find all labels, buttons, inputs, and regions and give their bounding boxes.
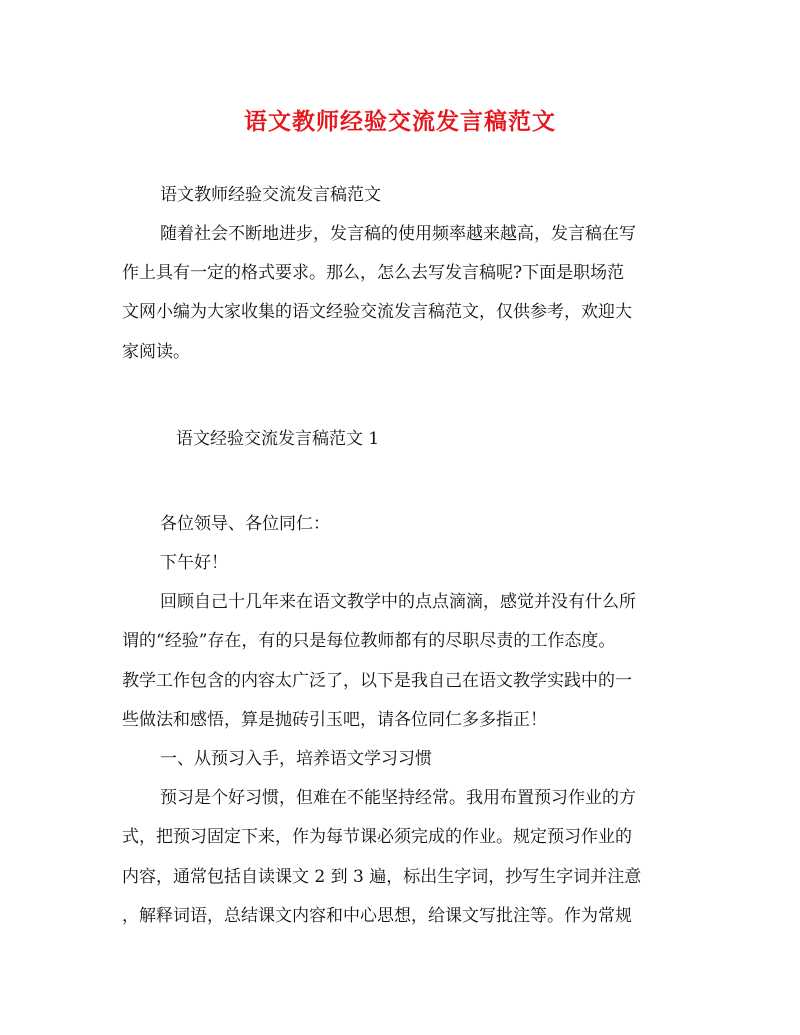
- body-line-6: 式，把预习固定下来，作为每节课必须完成的作业。规定预习作业的: [122, 827, 632, 847]
- intro-line-3: 文网小编为大家收集的语文经验交流发言稿范文，仅供参考，欢迎大: [122, 302, 632, 322]
- intro-line-4: 家阅读。: [122, 342, 190, 362]
- body-line-2: 谓的“经验”存在，有的只是每位教师都有的尽职尽责的工作态度。: [122, 631, 616, 651]
- intro-line-2: 作上具有一定的格式要求。那么，怎么去写发言稿呢?下面是职场范: [122, 263, 625, 283]
- body-line-4: 些做法和感悟，算是抛砖引玉吧，请各位同仁多多指正！: [122, 710, 547, 730]
- body-line-1: 回顾自己十几年来在语文教学中的点点滴滴，感觉并没有什么所: [160, 592, 636, 612]
- body-line-3: 教学工作包含的内容太广泛了，以下是我自己在语文教学实践中的一: [122, 671, 632, 691]
- greeting: 下午好！: [160, 553, 228, 573]
- intro-line-1: 随着社会不断地进步，发言稿的使用频率越来越高，发言稿在写: [160, 224, 636, 244]
- document-title: 语文教师经验交流发言稿范文: [244, 108, 556, 135]
- subheading-1: 一、从预习入手，培养语文学习习惯: [160, 749, 432, 769]
- paragraph-heading: 语文教师经验交流发言稿范文: [160, 185, 381, 205]
- salutation: 各位领导、各位同仁：: [160, 514, 330, 534]
- section-heading: 语文经验交流发言稿范文 1: [176, 429, 380, 449]
- body-line-8: ，解释词语，总结课文内容和中心思想，给课文写批注等。作为常规: [122, 906, 632, 926]
- body-line-5: 预习是个好习惯，但难在不能坚持经常。我用布置预习作业的方: [160, 788, 636, 808]
- body-line-7: 内容，通常包括自读课文 2 到 3 遍，标出生字词，抄写生字词并注意: [122, 867, 642, 887]
